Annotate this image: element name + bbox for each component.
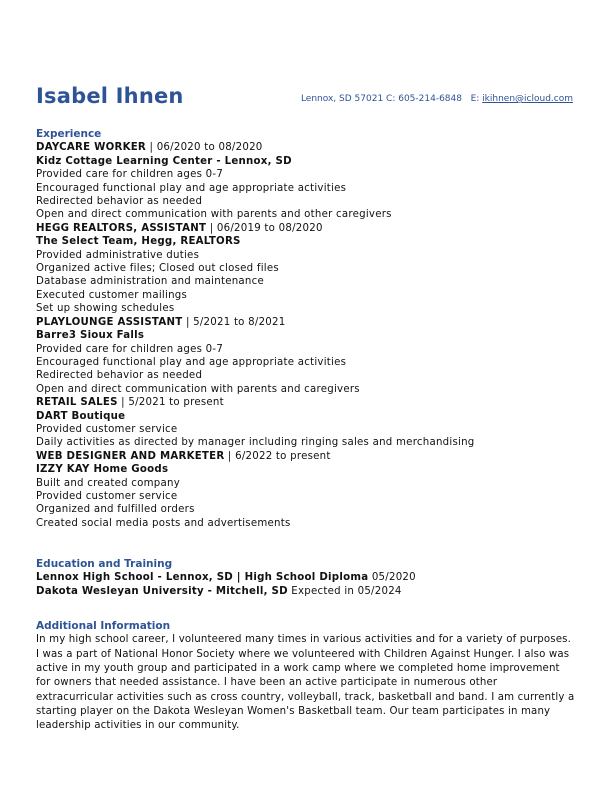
education-detail: Expected in 05/2024 — [287, 585, 402, 597]
job-duty: Organized and fulfilled orders — [36, 504, 195, 516]
job-entry — [36, 222, 576, 316]
job-duty: Daily activities as directed by manager including ringing sales and merchandising — [36, 437, 475, 449]
additional-section — [36, 620, 576, 733]
job-duty: Open and direct communication with parents and caregivers — [36, 383, 360, 395]
job-dates: | 6/2022 to present — [224, 450, 331, 462]
job-duty: Executed customer mailings — [36, 289, 188, 301]
job-duty: Database administration and maintenance — [36, 276, 264, 288]
job-entry — [36, 450, 576, 530]
job-duty: Provided customer service — [36, 490, 178, 502]
job-duty: Provided customer service — [36, 423, 178, 435]
experience-heading: Experience — [36, 128, 102, 140]
education-detail: 05/2020 — [368, 572, 416, 584]
contact-phone: C: 605-214-6848 — [386, 94, 462, 104]
job-employer: Kidz Cottage Learning Center - Lennox, SD — [36, 155, 292, 167]
job-entry — [36, 396, 576, 450]
education-section — [36, 558, 576, 598]
job-duty: Provided administrative duties — [36, 249, 200, 261]
job-dates: | 5/2021 to 8/2021 — [182, 316, 286, 328]
contact-info — [301, 94, 573, 104]
experience-section — [36, 128, 576, 530]
education-school: Lennox High School - Lennox, SD | High School Diploma — [36, 572, 369, 584]
job-dates: | 5/2021 to present — [117, 397, 224, 409]
job-employer: Barre3 Sioux Falls — [36, 330, 145, 342]
additional-text: In my high school career, I volunteered many times in various activities and for a variety of purposes. I was a part of National Honor Society where we volunteered with Children Against Hunger. I also was active in my youth group and participated in a work camp where we completed home improvement for owners that needed assistance. I have been an active participate in numerous other extracurricular activities such as cross country, volleyball, track, basketball and band. I am currently a starting player on the Dakota Wesleyan Women's Basketball team. Our team participates in many leadership activities in our community. — [36, 634, 575, 732]
job-duty: Encouraged functional play and age appropriate activities — [36, 356, 347, 368]
job-duty: Redirected behavior as needed — [36, 196, 203, 208]
job-title: DAYCARE WORKER — [36, 142, 147, 154]
job-title: RETAIL SALES — [36, 397, 118, 409]
job-title: HEGG REALTORS, ASSISTANT — [36, 222, 207, 234]
job-title: PLAYLOUNGE ASSISTANT — [36, 316, 183, 328]
education-heading: Education and Training — [36, 558, 173, 570]
job-employer: DART Boutique — [36, 410, 126, 422]
job-employer: The Select Team, Hegg, REALTORS — [36, 236, 241, 248]
job-duty: Created social media posts and advertisements — [36, 517, 291, 529]
job-dates: | 06/2020 to 08/2020 — [146, 142, 263, 154]
job-duty: Open and direct communication with parents and other caregivers — [36, 209, 392, 221]
contact-location: Lennox, SD 57021 — [300, 94, 384, 104]
job-entry — [36, 316, 576, 396]
job-duty: Set up showing schedules — [36, 303, 175, 315]
job-duty: Encouraged functional play and age appropriate activities — [36, 182, 347, 194]
contact-email-label: E: — [470, 94, 480, 104]
job-entry — [36, 141, 576, 221]
job-duty: Provided care for children ages 0-7 — [36, 343, 224, 355]
education-entry — [36, 585, 576, 598]
job-duty: Redirected behavior as needed — [36, 370, 203, 382]
job-dates: | 06/2019 to 08/2020 — [206, 222, 323, 234]
job-duty: Built and created company — [36, 477, 180, 489]
job-duty: Organized active files; Closed out closed files — [36, 263, 279, 275]
candidate-name: Isabel Ihnen — [36, 84, 184, 108]
job-duty: Provided care for children ages 0-7 — [36, 169, 224, 181]
additional-heading: Additional Information — [36, 620, 171, 632]
job-title: WEB DESIGNER AND MARKETER — [36, 450, 225, 462]
education-entry — [36, 571, 576, 584]
contact-email-link[interactable]: ikihnen@icloud.com — [482, 94, 573, 104]
job-employer: IZZY KAY Home Goods — [36, 464, 169, 476]
education-school: Dakota Wesleyan University - Mitchell, SD — [36, 585, 288, 597]
